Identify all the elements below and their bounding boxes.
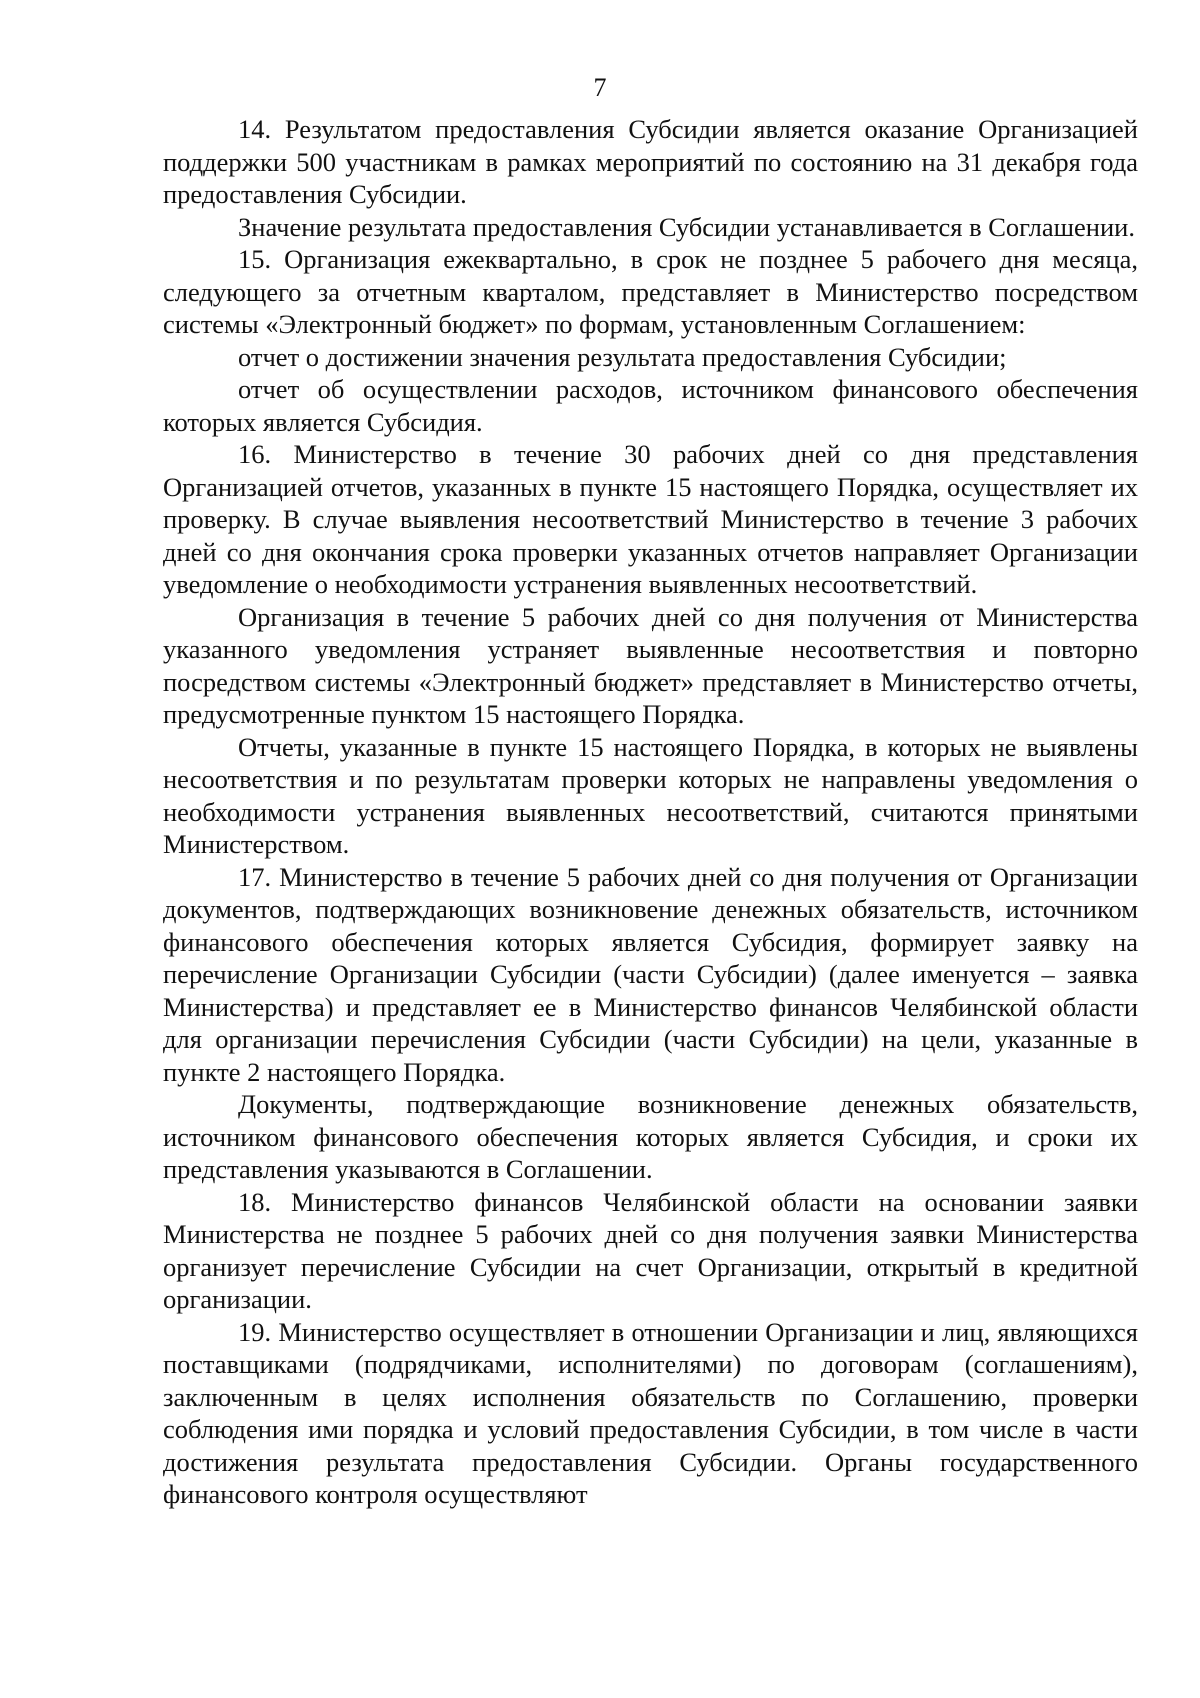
- paragraph-17-documents: Документы, подтверждающие возникновение денежных обязательств, источником финансового обеспечения которых является Субсидия, и сроки их представления указываются в Соглашении.: [163, 1089, 1138, 1184]
- paragraph-17: 17. Министерство в течение 5 рабочих дней со дня получения от Организации документов, подтверждающих возникновение денежных обязательств, источником финансового обеспечения которых является Субсидия, формирует заявку на перечисление Организации Субсидии (части Субсидии) (далее именуется – заявка Министерства) и представляет ее в Министерство финансов Челябинской области для организации перечисления Субсидии (части Субсидии) на цели, указанные в пункте 2 настоящего Порядка.: [163, 861, 1138, 1087]
- paragraph-19: 19. Министерство осуществляет в отношении Организации и лиц, являющихся поставщиками (подрядчиками, исполнителями) по договорам (соглашениям), заключенным в целях исполнения обязательств по Соглашению, проверки соблюдения ими порядка и условий предоставления Субсидии, в том числе в части достижения результата предоставления Субсидии. Органы государственного финансового контроля осуществляют: [163, 1316, 1138, 1509]
- document-body: [163, 113, 1138, 1511]
- paragraph-15-report-expenses: отчет об осуществлении расходов, источником финансового обеспечения которых является Субсидия.: [163, 374, 1138, 437]
- paragraph-16-correction: Организация в течение 5 рабочих дней со дня получения от Министерства указанного уведомления устраняет выявленные несоответствия и повторно посредством системы «Электронный бюджет» представляет в Министерство отчеты, предусмотренные пунктом 15 настоящего Порядка.: [163, 601, 1138, 729]
- paragraph-14-result-value: Значение результата предоставления Субсидии устанавливается в Соглашении.: [238, 211, 1135, 242]
- page-number: 7: [593, 73, 607, 102]
- paragraph-18: 18. Министерство финансов Челябинской области на основании заявки Министерства не позднее 5 рабочих дней со дня получения заявки Министерства организует перечисление Субсидии на счет Организации, открытый в кредитной организации.: [163, 1186, 1138, 1314]
- paragraph-15: 15. Организация ежеквартально, в срок не позднее 5 рабочего дня месяца, следующего за отчетным кварталом, представляет в Министерство посредством системы «Электронный бюджет» по формам, установленным Соглашением:: [163, 244, 1138, 339]
- paragraph-16-acceptance: Отчеты, указанные в пункте 15 настоящего Порядка, в которых не выявлены несоответствия и по результатам проверки которых не направлены уведомления о необходимости устранения выявленных несоответствий, считаются принятыми Министерством.: [163, 731, 1138, 859]
- paragraph-14: 14. Результатом предоставления Субсидии является оказание Организацией поддержки 500 участникам в рамках мероприятий по состоянию на 31 декабря года предоставления Субсидии.: [163, 114, 1138, 209]
- paragraph-15-report-result: отчет о достижении значения результата предоставления Субсидии;: [238, 341, 1007, 372]
- paragraph-16: 16. Министерство в течение 30 рабочих дней со дня представления Организацией отчетов, указанных в пункте 15 настоящего Порядка, осуществляет их проверку. В случае выявления несоответствий Министерство в течение 3 рабочих дней со дня окончания срока проверки указанных отчетов направляет Организации уведомление о необходимости устранения выявленных несоответствий.: [163, 439, 1138, 599]
